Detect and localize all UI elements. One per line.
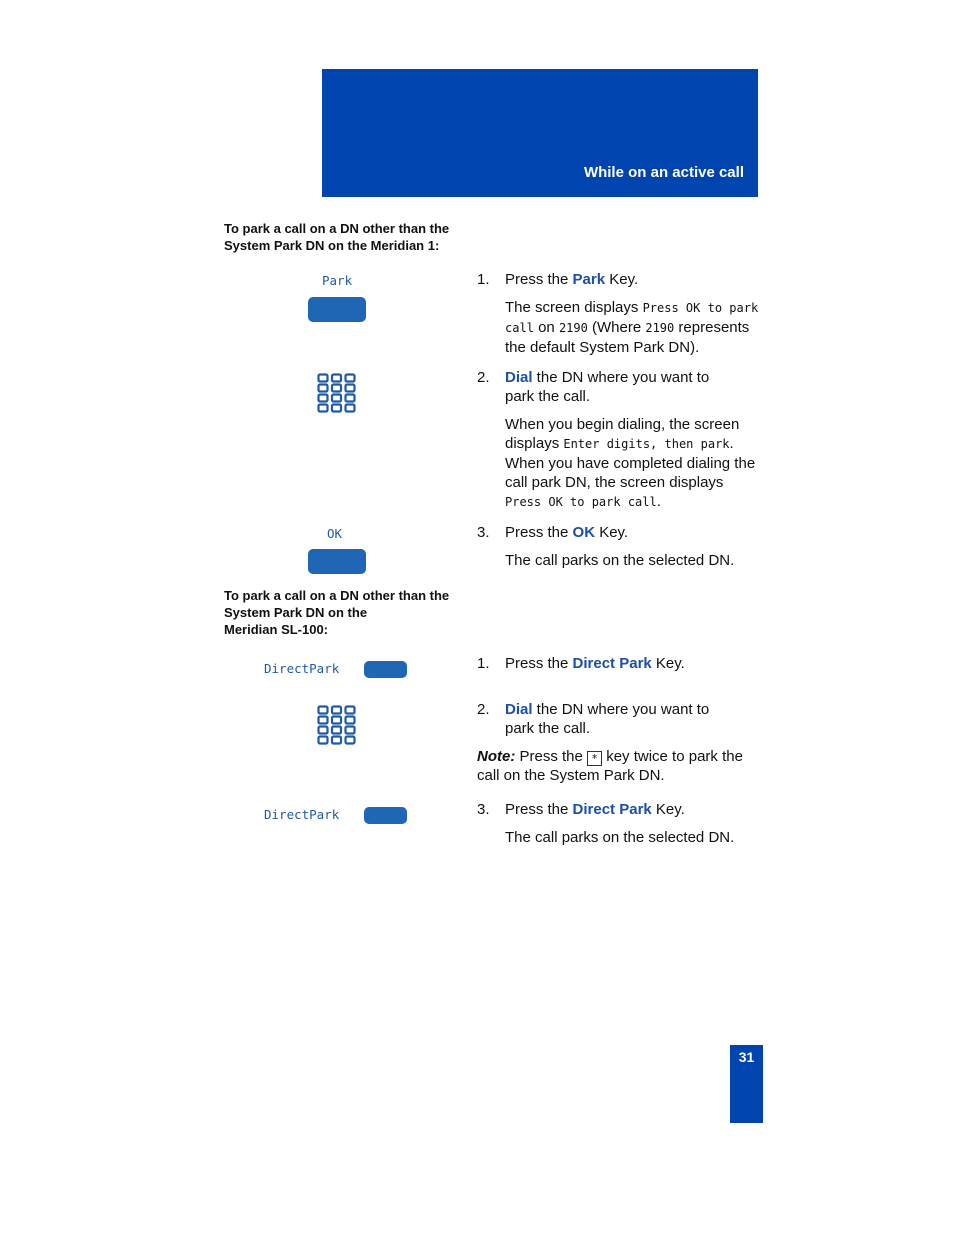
- ok-keyword: OK: [572, 524, 596, 541]
- step-1-detail: The screen displays Press OK to park call on 2190 (Where 2190 represents the default System Park DN).: [505, 299, 759, 356]
- step-2: 2. Dial the DN where you want to park the call.: [477, 369, 710, 405]
- directpark-softkey-button[interactable]: [364, 661, 407, 678]
- s2-step-1: 1. Press the Direct Park Key.: [477, 655, 685, 672]
- note-label: Note:: [477, 748, 516, 765]
- s2-step-2: 2. Dial the DN where you want to park the call.: [477, 701, 710, 737]
- step-3-detail: The call parks on the selected DN.: [505, 552, 735, 569]
- park-softkey-button[interactable]: [308, 297, 366, 322]
- page-number-tab: [730, 1045, 763, 1123]
- keypad-icon: [317, 705, 356, 745]
- direct-park-keyword: Direct Park: [572, 655, 652, 672]
- section1-heading: To park a call on a DN other than the System Park DN on the Meridian 1:: [224, 221, 450, 253]
- s2-step-3-detail: The call parks on the selected DN.: [505, 829, 735, 846]
- dial-keyword: Dial: [505, 369, 533, 386]
- page-number: 31: [738, 1049, 755, 1065]
- step-3: 3. Press the OK Key.: [477, 524, 629, 541]
- park-keyword: Park: [572, 271, 606, 288]
- section2-heading: To park a call on a DN other than the System Park DN on the Meridian SL-100:: [224, 588, 450, 637]
- direct-park-keyword: Direct Park: [572, 801, 652, 818]
- s2-step-3: 3. Press the Direct Park Key.: [477, 801, 685, 818]
- park-lcd-label: Park: [322, 273, 353, 288]
- star-key-icon: *: [587, 751, 602, 766]
- dial-keyword: Dial: [505, 701, 533, 718]
- keypad-icon: [317, 373, 356, 413]
- ok-softkey-button[interactable]: [308, 549, 366, 574]
- directpark-lcd-label: DirectPark: [264, 661, 340, 676]
- section-title: While on an active call: [583, 164, 744, 181]
- directpark-softkey-button[interactable]: [364, 807, 407, 824]
- step-1: 1. Press the Park Key.: [477, 271, 639, 288]
- step-2-detail: When you begin dialing, the screen displays Enter digits, then park. When you have completed dialing the call park DN, the screen displays Press OK to park call.: [505, 416, 756, 510]
- header-band: [322, 69, 758, 197]
- note: Note: Press the * key twice to park the call on the System Park DN.: [477, 748, 743, 784]
- ok-lcd-label: OK: [327, 526, 343, 541]
- directpark-lcd-label: DirectPark: [264, 807, 340, 822]
